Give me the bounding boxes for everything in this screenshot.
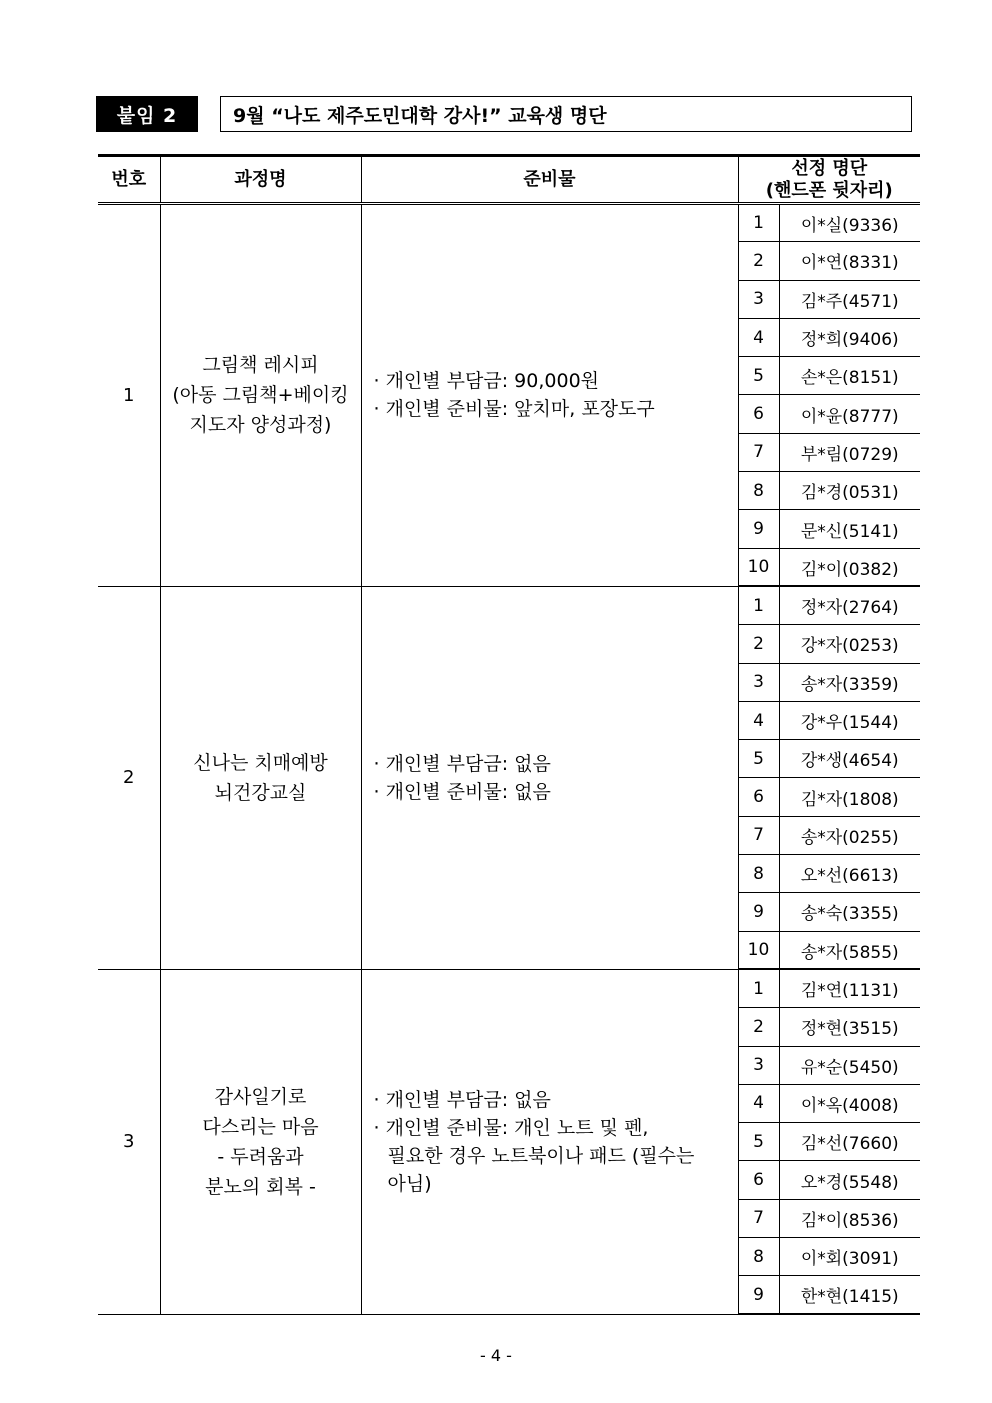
course-name-line: (아동 그림책+베이킹 bbox=[172, 384, 349, 407]
student-roster-table bbox=[98, 154, 920, 1315]
student-name: 송*자(0255) bbox=[779, 816, 920, 854]
student-name: 이*연(8331) bbox=[779, 242, 920, 280]
student-name: 오*경(5548) bbox=[779, 1161, 920, 1199]
student-name: 정*희(9406) bbox=[779, 318, 920, 356]
student-number: 5 bbox=[738, 740, 779, 778]
column-header-selected-title: 선정 명단 bbox=[791, 157, 868, 179]
student-number: 4 bbox=[738, 1084, 779, 1122]
student-number: 10 bbox=[738, 548, 779, 586]
table-row bbox=[98, 204, 920, 242]
preparation-line: · 개인별 준비물: 개인 노트 및 펜, bbox=[373, 1116, 649, 1139]
course-name bbox=[160, 204, 361, 587]
course-name bbox=[160, 586, 361, 969]
column-header-course: 과정명 bbox=[160, 156, 361, 204]
student-name: 김*주(4571) bbox=[779, 280, 920, 318]
preparation-info bbox=[361, 969, 738, 1314]
preparation-line: · 개인별 부담금: 90,000원 bbox=[373, 370, 600, 393]
student-name: 부*림(0729) bbox=[779, 433, 920, 471]
student-name: 이*회(3091) bbox=[779, 1238, 920, 1276]
page-number: - 4 - bbox=[480, 1346, 512, 1365]
course-name-line: 분노의 회복 - bbox=[205, 1175, 316, 1198]
course-number: 3 bbox=[98, 969, 160, 1314]
course-name-line: 지도자 양성과정) bbox=[189, 414, 332, 437]
student-name: 김*연(1131) bbox=[779, 969, 920, 1007]
student-name: 송*자(5855) bbox=[779, 931, 920, 969]
student-name: 김*이(8536) bbox=[779, 1199, 920, 1237]
course-name-line: 감사일기로 bbox=[214, 1085, 307, 1108]
roster-body bbox=[98, 204, 920, 1315]
student-number: 3 bbox=[738, 280, 779, 318]
course-name bbox=[160, 969, 361, 1314]
student-name: 이*실(9336) bbox=[779, 204, 920, 242]
student-name: 한*현(1415) bbox=[779, 1276, 920, 1314]
student-number: 9 bbox=[738, 1276, 779, 1314]
preparation-line: · 개인별 준비물: 없음 bbox=[373, 780, 551, 803]
preparation-line: · 개인별 부담금: 없음 bbox=[373, 1088, 551, 1111]
student-number: 2 bbox=[738, 242, 779, 280]
attachment-tag: 붙임 2 bbox=[96, 96, 198, 132]
student-number: 7 bbox=[738, 1199, 779, 1237]
student-name: 유*순(5450) bbox=[779, 1046, 920, 1084]
student-number: 1 bbox=[738, 969, 779, 1007]
preparation-line: 필요한 경우 노트북이나 패드 (필수는 bbox=[387, 1144, 695, 1167]
student-number: 3 bbox=[738, 1046, 779, 1084]
student-name: 문*신(5141) bbox=[779, 510, 920, 548]
column-header-prep: 준비물 bbox=[361, 156, 738, 204]
column-header-selected bbox=[738, 156, 920, 204]
student-number: 8 bbox=[738, 855, 779, 893]
student-number: 5 bbox=[738, 1123, 779, 1161]
student-name: 김*선(7660) bbox=[779, 1123, 920, 1161]
table-header-row bbox=[98, 156, 920, 204]
student-name: 강*자(0253) bbox=[779, 625, 920, 663]
student-number: 2 bbox=[738, 625, 779, 663]
student-name: 강*생(4654) bbox=[779, 740, 920, 778]
student-number: 7 bbox=[738, 433, 779, 471]
student-number: 1 bbox=[738, 586, 779, 624]
student-name: 강*우(1544) bbox=[779, 701, 920, 739]
student-name: 오*선(6613) bbox=[779, 855, 920, 893]
student-name: 정*자(2764) bbox=[779, 586, 920, 624]
preparation-line: · 개인별 준비물: 앞치마, 포장도구 bbox=[373, 398, 655, 421]
student-number: 6 bbox=[738, 1161, 779, 1199]
student-number: 3 bbox=[738, 663, 779, 701]
table-row bbox=[98, 969, 920, 1007]
student-name: 손*은(8151) bbox=[779, 357, 920, 395]
student-name: 이*옥(4008) bbox=[779, 1084, 920, 1122]
student-number: 6 bbox=[738, 778, 779, 816]
student-number: 4 bbox=[738, 318, 779, 356]
course-name-line: - 두려움과 bbox=[217, 1145, 304, 1168]
student-number: 9 bbox=[738, 510, 779, 548]
student-name: 김*이(0382) bbox=[779, 548, 920, 586]
document-title: 9월 “나도 제주도민대학 강사!” 교육생 명단 bbox=[220, 96, 912, 132]
student-name: 김*경(0531) bbox=[779, 472, 920, 510]
preparation-line: · 개인별 부담금: 없음 bbox=[373, 752, 551, 775]
student-name: 정*현(3515) bbox=[779, 1008, 920, 1046]
student-name: 이*윤(8777) bbox=[779, 395, 920, 433]
student-number: 10 bbox=[738, 931, 779, 969]
student-number: 1 bbox=[738, 204, 779, 242]
course-name-line: 뇌건강교실 bbox=[214, 781, 307, 804]
course-number: 2 bbox=[98, 586, 160, 969]
student-name: 송*자(3359) bbox=[779, 663, 920, 701]
course-name-line: 신나는 치매예방 bbox=[193, 751, 328, 774]
student-number: 7 bbox=[738, 816, 779, 854]
course-name-line: 다스리는 마음 bbox=[202, 1115, 319, 1138]
course-number: 1 bbox=[98, 204, 160, 587]
column-header-selected-sub: (핸드폰 뒷자리) bbox=[765, 179, 893, 201]
column-header-no: 번호 bbox=[98, 156, 160, 204]
student-name: 송*숙(3355) bbox=[779, 893, 920, 931]
preparation-line: 아님) bbox=[387, 1172, 432, 1195]
preparation-info bbox=[361, 204, 738, 587]
student-number: 2 bbox=[738, 1008, 779, 1046]
student-name: 김*자(1808) bbox=[779, 778, 920, 816]
student-number: 5 bbox=[738, 357, 779, 395]
student-number: 8 bbox=[738, 472, 779, 510]
course-name-line: 그림책 레시피 bbox=[202, 354, 319, 377]
preparation-info bbox=[361, 586, 738, 969]
student-number: 4 bbox=[738, 701, 779, 739]
student-number: 8 bbox=[738, 1238, 779, 1276]
student-number: 6 bbox=[738, 395, 779, 433]
student-number: 9 bbox=[738, 893, 779, 931]
table-row bbox=[98, 586, 920, 624]
